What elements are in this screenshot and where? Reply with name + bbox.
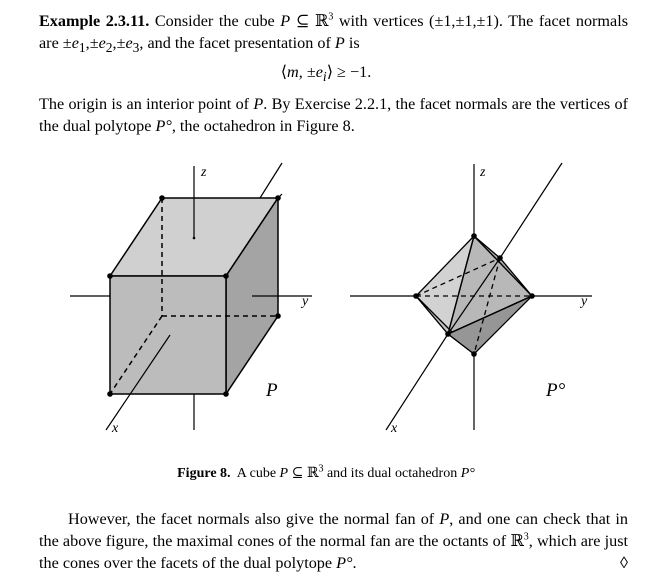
octahedron-diagram [350, 163, 592, 436]
cube-y-label: y [302, 294, 309, 309]
cube-diagram [70, 163, 312, 436]
oct-x-axis-front [386, 334, 448, 430]
origin-paragraph: The origin is an interior point of P. By Exercise 2.2.1, the facet normals are the vertices of the dual polytope P°, the octahedron in Figure 8. [39, 95, 628, 135]
cube-vertex [223, 391, 229, 397]
cube-vertex [159, 195, 165, 201]
figure-8 [60, 158, 600, 438]
oct-x-axis-back [500, 163, 562, 258]
example-label: Example 2.3.11. [39, 12, 150, 30]
cube-front-face [110, 276, 226, 394]
oct-vertex [471, 351, 477, 357]
cube-vertex [275, 313, 281, 319]
oct-x-label: x [391, 421, 398, 436]
oct-vertex [413, 293, 419, 299]
oct-vertex [445, 331, 451, 337]
oct-vertex [529, 293, 535, 299]
figure-caption: Figure 8. A cube P ⊆ ℝ$^3$ and its dual octahedron P° [177, 463, 475, 481]
x-axis-back-part [260, 163, 282, 198]
end-of-example-diamond-icon: ◊ [620, 554, 628, 572]
cube-vertex [275, 195, 281, 201]
oct-z-label: z [480, 165, 486, 180]
cube-vertex [223, 273, 229, 279]
normal-fan-paragraph: However, the facet normals also give the normal fan of P, and one can check that in the above figure, the maximal cones of the normal fan are the octants of ℝ$^3$, which are just the cones over the facets of the dual polytope P°. ◊ [39, 510, 629, 572]
cube-vertex [107, 391, 113, 397]
origin-dot [193, 237, 196, 240]
cube-vertex [107, 273, 113, 279]
example-paragraph: Example 2.3.11. Consider the cube P ⊆ ℝ$^3$ with vertices (±1,±1,±1). The facet normals are $\pm e_1,\pm e_2,\pm e_3$, and the facet presentation of P is [39, 11, 629, 56]
facet-presentation-equation: ⟨m, $\pm e_i⟩ \ge -1$. [280, 63, 372, 85]
oct-name-label: P° [546, 380, 566, 401]
cube-name-label: P [266, 380, 278, 401]
cube-x-label: x [112, 421, 119, 436]
oct-vertex [471, 233, 477, 239]
cube-z-label: z [201, 165, 207, 180]
oct-vertex [497, 255, 503, 261]
oct-y-label: y [581, 294, 588, 309]
